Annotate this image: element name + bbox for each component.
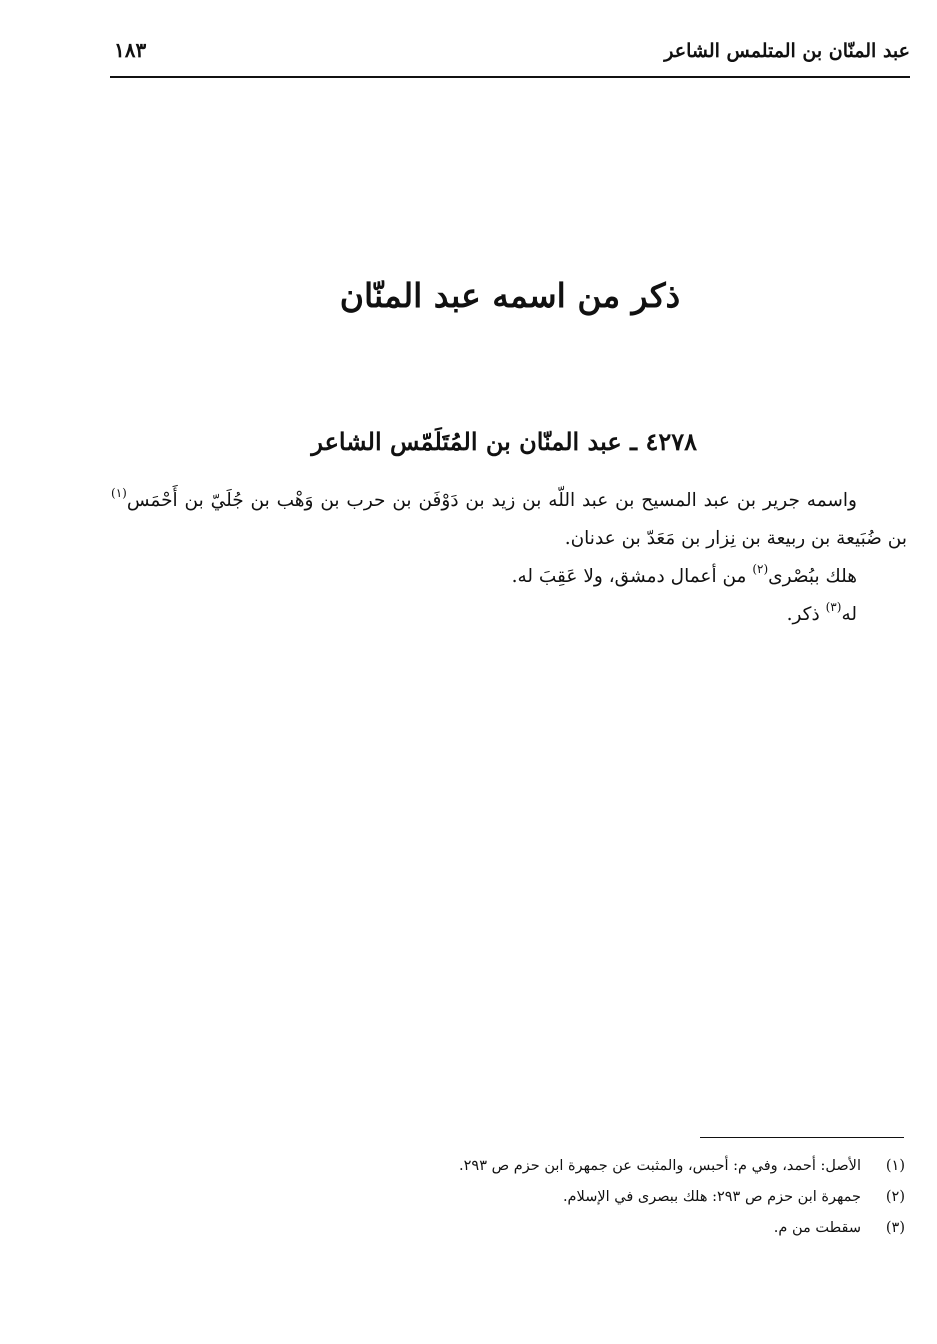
footnote-ref-3: (٣) bbox=[825, 600, 842, 614]
footnote-1 bbox=[305, 1151, 905, 1182]
mention-text-end: ذكر. bbox=[786, 604, 826, 625]
footnote-number: (٢) bbox=[885, 1189, 905, 1205]
entry-body bbox=[111, 482, 907, 634]
page-number: ١٨٣ bbox=[114, 38, 147, 62]
mention-paragraph bbox=[111, 596, 907, 634]
footnote-3 bbox=[305, 1213, 905, 1244]
lineage-text-start: واسمه جرير بن عبد المسيح بن عبد اللّه بن زيد بن دَوْفَن بن حرب بن وَهْب بن جُلَيّ بن أَحْمَس bbox=[126, 490, 857, 511]
death-paragraph bbox=[111, 558, 907, 596]
footnote-number: (٣) bbox=[885, 1220, 905, 1236]
running-title: عبد المنّان بن المتلمس الشاعر bbox=[664, 40, 910, 62]
footnote-text: سقطت من م. bbox=[773, 1220, 861, 1236]
death-text-start: هلك ببُصْرى bbox=[768, 566, 857, 587]
lineage-paragraph bbox=[111, 482, 907, 558]
footnote-text: الأصل: أحمد، وفي م: أحبس، والمثبت عن جمهرة ابن حزم ص ٢٩٣. bbox=[459, 1158, 861, 1174]
death-text-end: من أعمال دمشق، ولا عَقِبَ له. bbox=[511, 566, 753, 587]
footnote-number: (١) bbox=[885, 1158, 905, 1174]
mention-text-start: له bbox=[841, 604, 857, 625]
footnote-separator bbox=[700, 1137, 904, 1138]
footnote-ref-1: (١) bbox=[111, 486, 127, 500]
footnote-2 bbox=[305, 1182, 905, 1213]
footnote-ref-2: (٢) bbox=[752, 562, 769, 576]
footnotes bbox=[305, 1151, 905, 1244]
footnote-text: جمهرة ابن حزم ص ٢٩٣: هلك ببصرى في الإسلام. bbox=[562, 1189, 861, 1205]
lineage-text-end: بن ضُبَيعة بن ربيعة بن نِزار بن مَعَدّ بن عدنان. bbox=[564, 528, 907, 549]
running-header bbox=[110, 36, 910, 78]
entry-heading: ٤٢٧٨ ـ عبد المنّان بن المُتَلَمّس الشاعر bbox=[311, 427, 697, 456]
section-title: ذكر من اسمه عبد المنّان bbox=[339, 276, 681, 315]
